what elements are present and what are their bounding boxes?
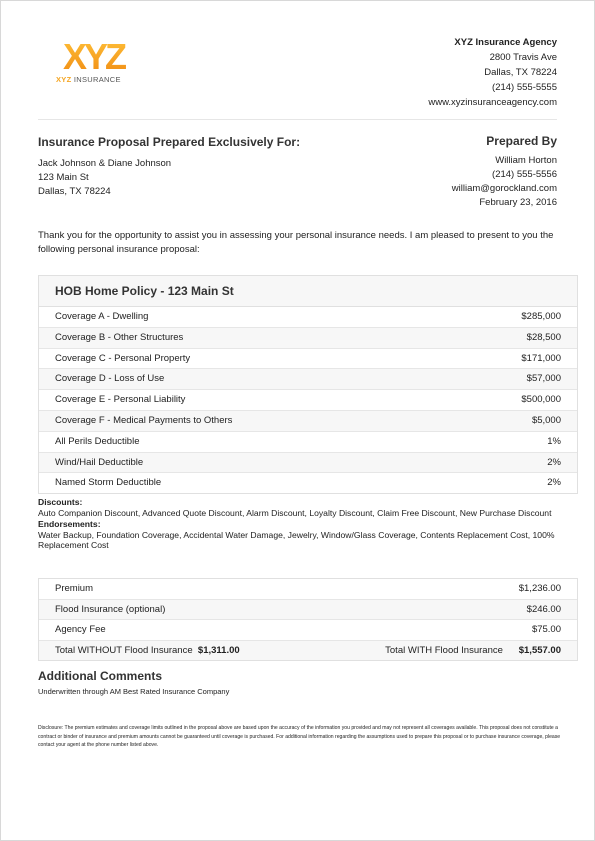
row-value: 2% [547, 477, 561, 489]
endorsements-text: Water Backup, Foundation Coverage, Accidental Water Damage, Jewelry, Window/Glass Coverage, Contents Replacement Cost, 100% Replacement Cost [38, 529, 555, 550]
table-row [39, 328, 577, 349]
row-label: Coverage C - Personal Property [55, 352, 191, 364]
total-without-label: Total WITHOUT Flood Insurance [55, 644, 193, 656]
table-row [39, 390, 577, 411]
row-value: $285,000 [521, 311, 561, 322]
agency-name: XYZ Insurance Agency [454, 37, 557, 48]
table-row [39, 620, 577, 641]
row-label: Wind/Hail Deductible [55, 456, 144, 468]
prepared-by-heading: Prepared By [486, 134, 557, 148]
table-row [39, 369, 577, 390]
agent-phone: (214) 555-5556 [492, 169, 557, 180]
policy-coverage-table [38, 275, 578, 494]
row-value: 2% [547, 456, 561, 468]
logo-wordmark [56, 75, 121, 84]
intro-paragraph: Thank you for the opportunity to assist you in assessing your personal insurance needs. I am pleased to present to you the following personal insurance proposal: [38, 230, 554, 255]
table-row [39, 453, 577, 474]
proposal-title: Insurance Proposal Prepared Exclusively For: [38, 135, 301, 149]
row-value: $57,000 [526, 373, 561, 385]
comments-heading: Additional Comments [38, 669, 163, 683]
row-value: $171,000 [521, 352, 561, 364]
row-label: Coverage B - Other Structures [55, 331, 184, 343]
row-label: Premium [55, 583, 94, 594]
policy-title: HOB Home Policy - 123 Main St [39, 276, 577, 307]
logo-mark-text: XYZ [63, 36, 125, 77]
prepared-by [452, 134, 557, 210]
row-value: $1,236.00 [518, 583, 561, 594]
agency-city: Dallas, TX 78224 [484, 67, 557, 78]
row-value: $28,500 [526, 331, 561, 343]
discounts-text: Auto Companion Discount, Advanced Quote Discount, Alarm Discount, Loyalty Discount, Claim Free Discount, New Purchase Discount [38, 507, 552, 518]
total-with-flood [385, 641, 561, 661]
xyz-logo-mark-icon [61, 35, 131, 79]
agency-website[interactable]: www.xyzinsuranceagency.com [428, 97, 557, 108]
row-value: $5,000 [531, 414, 561, 426]
agency-phone: (214) 555-5555 [492, 82, 557, 93]
table-row [39, 473, 577, 493]
row-label: Coverage D - Loss of Use [55, 373, 165, 385]
row-value: $500,000 [521, 394, 561, 406]
total-without-value: $1,311.00 [197, 644, 240, 656]
row-label: Flood Insurance (optional) [55, 603, 166, 615]
disclaimer: Disclosure: The premium estimates and coverage limits outlined in the proposal above are based upon the accuracy of the information you provided and may not represent all coverages available. This proposal does not constitute a contract or binder of insurance and premium amounts cannot be guaranteed until coverage is purchased. For additional information regarding the assumptions used to prepare this proposal or to purchase insurance coverage, please contact your agent at the phone number listed above. [38, 725, 561, 749]
agency-address [428, 35, 557, 110]
row-label: Coverage F - Medical Payments to Others [55, 414, 233, 426]
premium-totals-table [38, 578, 578, 661]
row-value: $246.00 [526, 603, 561, 615]
row-label: Coverage E - Personal Liability [55, 394, 186, 406]
row-label: Agency Fee [55, 624, 106, 635]
client-name: Jack Johnson & Diane Johnson [38, 158, 172, 169]
logo-rest: INSURANCE [73, 75, 121, 84]
table-row [39, 579, 577, 600]
client-street: 123 Main St [38, 172, 89, 183]
comments-text: Underwritten through AM Best Rated Insurance Company [38, 687, 230, 696]
table-row [39, 432, 577, 453]
header-divider [38, 119, 557, 120]
totals-row [39, 641, 577, 661]
client-address [38, 157, 171, 199]
client-city: Dallas, TX 78224 [38, 186, 111, 197]
agent-email[interactable]: william@gorockland.com [451, 183, 557, 194]
total-with-value: $1,557.00 [518, 644, 561, 656]
row-label: Named Storm Deductible [55, 477, 162, 489]
discounts-endorsements [38, 497, 568, 551]
proposal-date: February 23, 2016 [479, 197, 557, 208]
table-row [39, 349, 577, 370]
table-row [39, 411, 577, 432]
row-label: All Perils Deductible [55, 435, 140, 447]
logo-brand: XYZ [56, 75, 72, 84]
row-value: $75.00 [531, 624, 561, 635]
total-without-flood [55, 641, 240, 661]
endorsements-label: Endorsements: [38, 519, 101, 529]
agent-name: William Horton [495, 155, 557, 166]
total-with-label: Total WITH Flood Insurance [385, 644, 503, 656]
agency-street: 2800 Travis Ave [489, 52, 557, 63]
discounts-label: Discounts: [38, 497, 83, 507]
table-row [39, 307, 577, 328]
row-label: Coverage A - Dwelling [55, 311, 149, 322]
table-row [39, 600, 577, 621]
row-value: 1% [547, 435, 561, 447]
